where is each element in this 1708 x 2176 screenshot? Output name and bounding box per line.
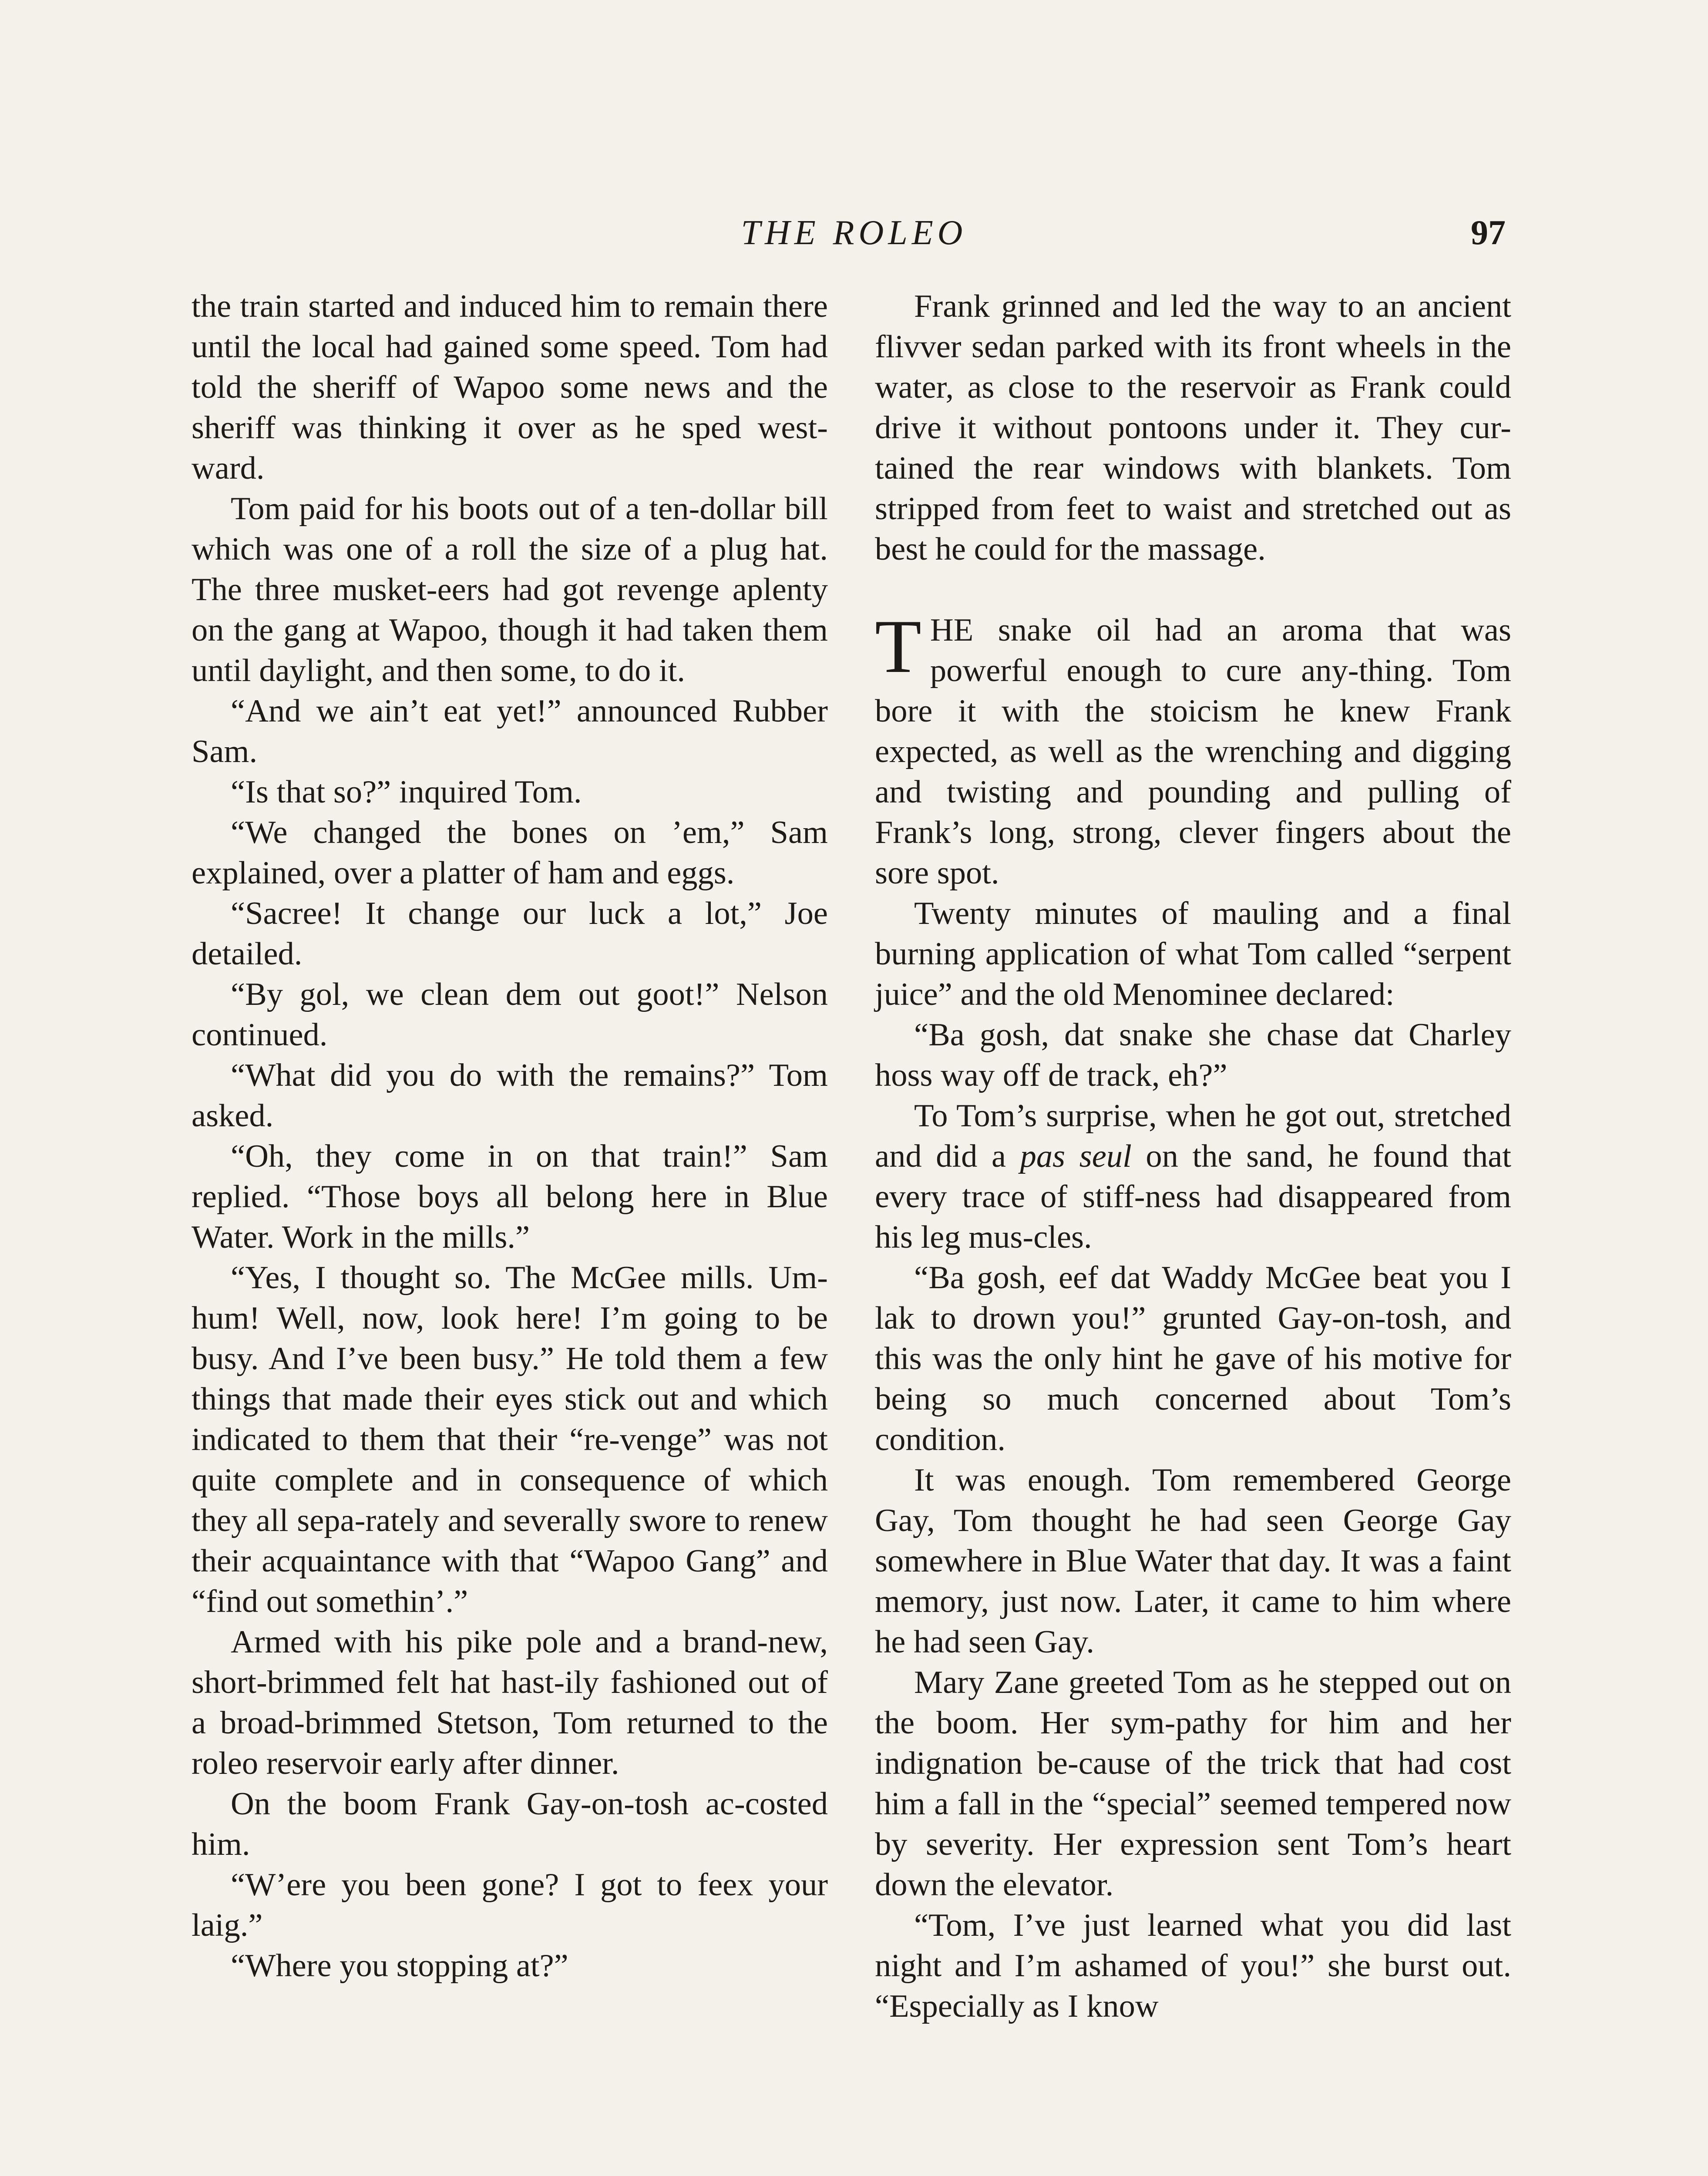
italic-phrase: pas seul xyxy=(1020,1138,1132,1174)
drop-cap: T xyxy=(875,604,921,688)
page-number: 97 xyxy=(1471,214,1506,252)
paragraph: “Ba gosh, dat snake she chase dat Charley hoss way off de track, eh?” xyxy=(875,1017,1511,1093)
paragraph: “Yes, I thought so. The McGee mills. Um-hum! Well, now, look here! I’m going to be busy. And I’ve been busy.” He told them a few things that made their eyes stick out and which indicated to them that their “re-venge” was not quite complete and in consequence of which they all sepa-rately and severally swore to renew their acquaintance with that “Wapoo Gang” and “find out somethin’.” xyxy=(192,1260,828,1619)
paragraph: Twenty minutes of mauling and a final burning application of what Tom called “serpent juice” and the old Menominee declared: xyxy=(875,896,1511,1012)
paragraph: “What did you do with the remains?” Tom asked. xyxy=(192,1058,828,1134)
paragraph: “Tom, I’ve just learned what you did last night and I’m ashamed of you!” she burst out. “Especially as I know xyxy=(875,1907,1511,2024)
section-opening-paragraph xyxy=(875,604,1511,893)
paragraph: Tom paid for his boots out of a ten-dollar bill which was one of a roll the size of a plug hat. The three musket-eers had got revenge aplenty on the gang at Wapoo, though it had taken them until daylight, and then some, to do it. xyxy=(192,491,828,688)
paragraph: It was enough. Tom remembered George Gay, Tom thought he had seen George Gay somewhere in Blue Water that day. It was a faint memory, just now. Later, it came to him where he had seen Gay. xyxy=(875,1462,1511,1660)
section-opening-text: HE snake oil had an aroma that was powerful enough to cure any-thing. Tom bore it with the stoicism he knew Frank expected, as well as the wrenching and digging and twisting and pounding and pulling of Frank’s long, strong, clever fingers about the sore spot. xyxy=(875,612,1511,891)
running-title: THE ROLEO xyxy=(741,214,967,252)
right-column-top xyxy=(875,286,1511,570)
paragraph: the train started and induced him to remain there until the local had gained some speed. Tom had told the sheriff of Wapoo some news and the sheriff was thinking it over as he sped west-ward. xyxy=(192,289,828,486)
paragraph: “Oh, they come in on that train!” Sam replied. “Those boys all belong here in Blue Water. Work in the mills.” xyxy=(192,1138,828,1255)
page-header xyxy=(0,209,1708,257)
paragraph: “By gol, we clean dem out goot!” Nelson continued. xyxy=(192,977,828,1053)
right-column-after xyxy=(875,893,1511,2027)
paragraph-text: on the sand, he found that every trace of stiff-ness had disappeared from his leg mus-cles. xyxy=(875,1138,1512,1255)
paragraph: On the boom Frank Gay-on-tosh ac-costed him. xyxy=(192,1786,828,1862)
paragraph: Mary Zane greeted Tom as he stepped out on the boom. Her sym-pathy for him and her indignation be-cause of the trick that had cost him a fall in the “special” seemed tempered now by severity. Her expression sent Tom’s heart down the elevator. xyxy=(875,1665,1511,1903)
paragraph: “Ba gosh, eef dat Waddy McGee beat you I lak to drown you!” grunted Gay-on-tosh, and this was the only hint he gave of his motive for being so much concerned about Tom’s condition. xyxy=(875,1260,1511,1457)
paragraph xyxy=(875,1096,1511,1258)
paragraph-text: To Tom’s surprise, when he got out, stretched and did a xyxy=(875,1098,1511,1174)
left-column xyxy=(192,286,828,1986)
paragraph: “Is that so?” inquired Tom. xyxy=(231,774,582,810)
paragraph: “We changed the bones on ’em,” Sam explained, over a platter of ham and eggs. xyxy=(192,815,828,891)
paragraph: “Sacree! It change our luck a lot,” Joe detailed. xyxy=(192,896,828,972)
paragraph: “W’ere you been gone? I got to feex your laig.” xyxy=(192,1867,828,1943)
paragraph: Armed with his pike pole and a brand-new, short-brimmed felt hat hast-ily fashioned out of a broad-brimmed Stetson, Tom returned to the roleo reservoir early after dinner. xyxy=(192,1624,828,1781)
paragraph: Frank grinned and led the way to an ancient flivver sedan parked with its front wheels in the water, as close to the reservoir as Frank could drive it without pontoons under it. They cur-tained the rear windows with blankets. Tom stripped from feet to waist and stretched out as best he could for the massage. xyxy=(875,289,1511,567)
paragraph: “Where you stopping at?” xyxy=(231,1948,568,1984)
right-column xyxy=(875,286,1511,2027)
paragraph: “And we ain’t eat yet!” announced Rubber Sam. xyxy=(192,693,828,769)
